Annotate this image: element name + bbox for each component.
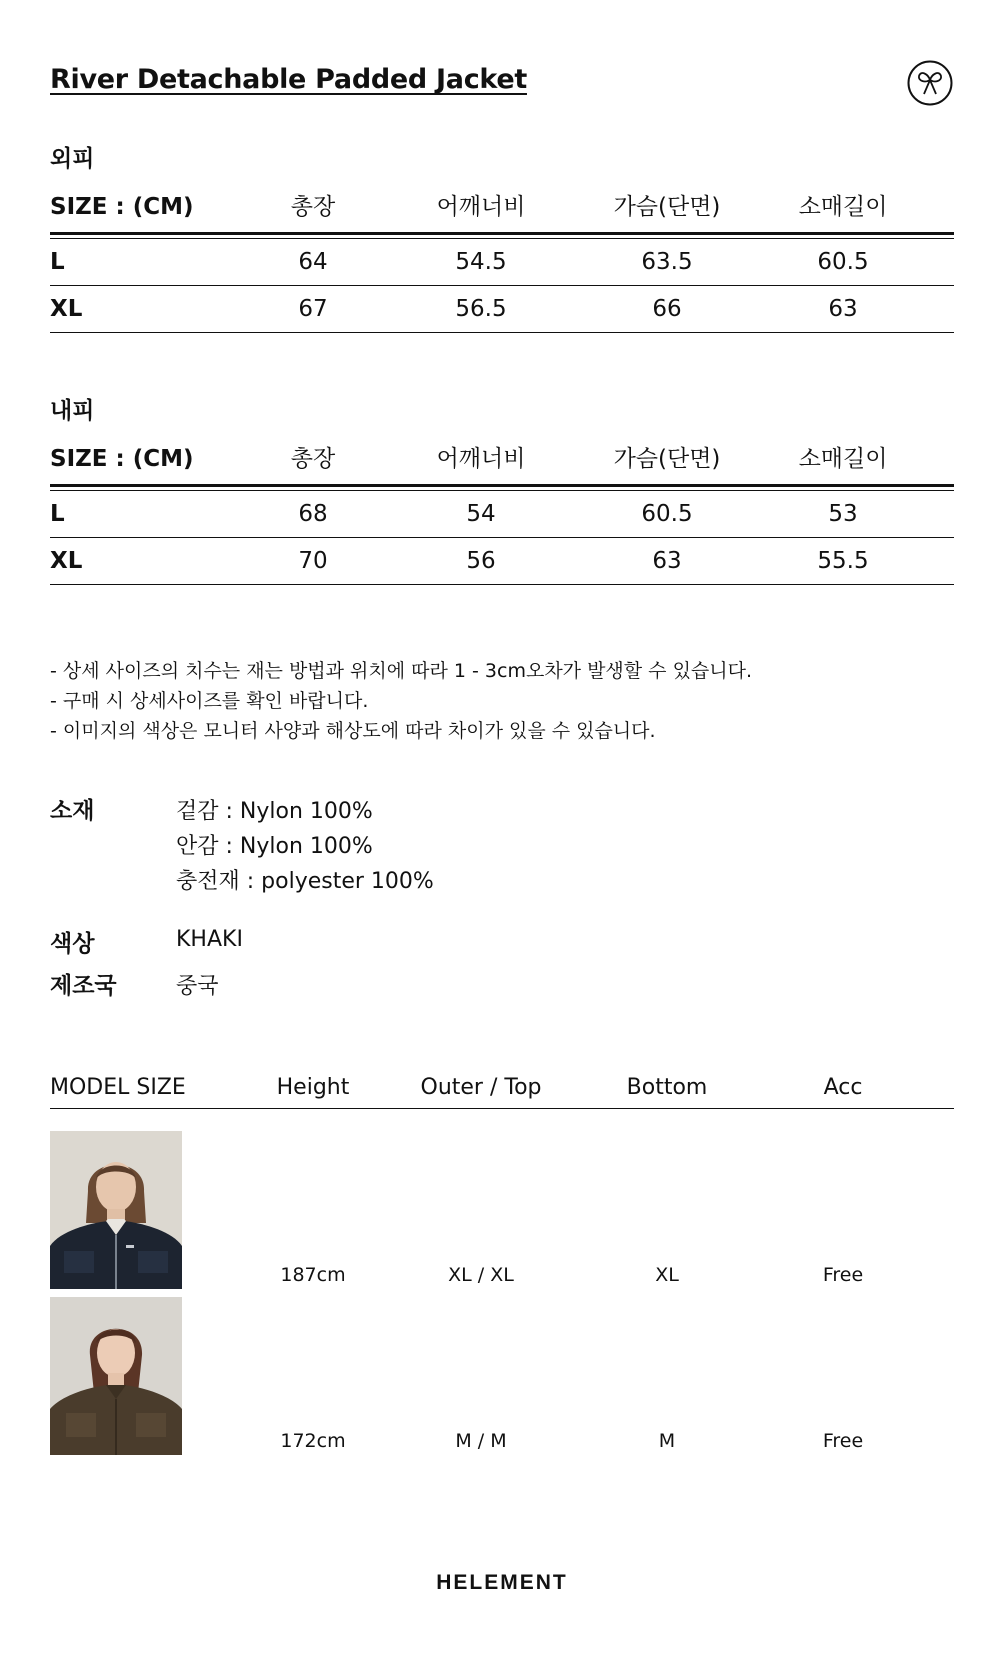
value-cell: 56 <box>466 548 496 574</box>
header-acc: Acc <box>823 1075 863 1100</box>
header-size: SIZE : (CM) <box>50 194 194 220</box>
value-cell: 63.5 <box>641 249 693 275</box>
value-cell: 64 <box>298 249 328 275</box>
table-row <box>50 286 954 333</box>
note-line: - 구매 시 상세사이즈를 확인 바랍니다. <box>50 690 369 712</box>
value-cell: 56.5 <box>455 296 507 322</box>
value-cell: 54.5 <box>455 249 507 275</box>
table-header <box>50 182 954 232</box>
bottom-value: M <box>658 1430 676 1452</box>
origin-info <box>50 967 954 1007</box>
note-line: - 상세 사이즈의 치수는 재는 방법과 위치에 따라 1 - 3cm오차가 발생할 수 있습니다. <box>50 660 753 682</box>
header-shoulder: 어깨너비 <box>436 194 526 220</box>
height-value: 187cm <box>280 1264 346 1286</box>
helement-logo <box>407 1570 597 1592</box>
color-info <box>50 925 954 965</box>
color-value: KHAKI <box>176 927 243 952</box>
value-cell: 66 <box>652 296 682 322</box>
inner-size-table <box>50 434 954 585</box>
product-title: River Detachable Padded Jacket <box>50 64 527 95</box>
outer-size-table <box>50 182 954 333</box>
header-length: 총장 <box>290 446 336 472</box>
header-size: SIZE : (CM) <box>50 446 194 472</box>
material-value: 안감 : Nylon 100% <box>176 834 373 859</box>
note-line: - 이미지의 색상은 모니터 사양과 해상도에 따라 차이가 있을 수 있습니다. <box>50 720 656 742</box>
table-header <box>50 434 954 484</box>
table-row <box>50 491 954 538</box>
value-cell: 68 <box>298 501 328 527</box>
acc-value: Free <box>822 1264 864 1286</box>
material-value: 겉감 : Nylon 100% <box>176 799 373 824</box>
model-size-header <box>50 1068 954 1109</box>
acc-value: Free <box>822 1430 864 1452</box>
origin-label: 제조국 <box>50 973 117 999</box>
outer-label: 외피 <box>50 146 95 172</box>
height-value: 172cm <box>280 1430 346 1452</box>
value-cell: 54 <box>466 501 496 527</box>
value-cell: 67 <box>298 296 328 322</box>
value-cell: 60.5 <box>817 249 869 275</box>
notes <box>50 656 752 746</box>
value-cell: 60.5 <box>641 501 693 527</box>
model-photo <box>50 1297 182 1455</box>
model-row <box>50 1131 954 1289</box>
table-row <box>50 239 954 286</box>
size-cell: L <box>50 501 65 527</box>
color-label: 색상 <box>50 931 95 957</box>
divider <box>50 232 954 235</box>
origin-value: 중국 <box>176 974 219 999</box>
header-height: Height <box>276 1075 350 1100</box>
header-sleeve: 소매길이 <box>798 194 888 220</box>
size-cell: L <box>50 249 65 275</box>
material-value: 충전재 : polyester 100% <box>176 869 434 894</box>
bottom-value: XL <box>655 1264 679 1286</box>
model-row <box>50 1297 954 1455</box>
header-sleeve: 소매길이 <box>798 446 888 472</box>
header-chest: 가슴(단면) <box>613 446 721 472</box>
size-cell: XL <box>50 548 83 574</box>
table-row <box>50 538 954 585</box>
size-cell: XL <box>50 296 83 322</box>
outer-top-value: XL / XL <box>448 1264 514 1286</box>
material-label: 소재 <box>50 798 95 824</box>
divider <box>50 484 954 487</box>
material-info <box>50 792 954 902</box>
value-cell: 70 <box>298 548 328 574</box>
value-cell: 63 <box>652 548 682 574</box>
header-length: 총장 <box>290 194 336 220</box>
header-outer-top: Outer / Top <box>420 1075 542 1100</box>
header-model-size: MODEL SIZE <box>50 1075 186 1100</box>
value-cell: 53 <box>828 501 858 527</box>
ribbon-circle-icon <box>907 60 953 106</box>
brand-text: HELEMENT <box>436 1571 568 1592</box>
inner-label: 내피 <box>50 398 95 424</box>
header-bottom: Bottom <box>626 1075 708 1100</box>
outer-top-value: M / M <box>455 1430 507 1452</box>
model-photo <box>50 1131 182 1289</box>
value-cell: 63 <box>828 296 858 322</box>
header-shoulder: 어깨너비 <box>436 446 526 472</box>
header-chest: 가슴(단면) <box>613 194 721 220</box>
value-cell: 55.5 <box>817 548 869 574</box>
